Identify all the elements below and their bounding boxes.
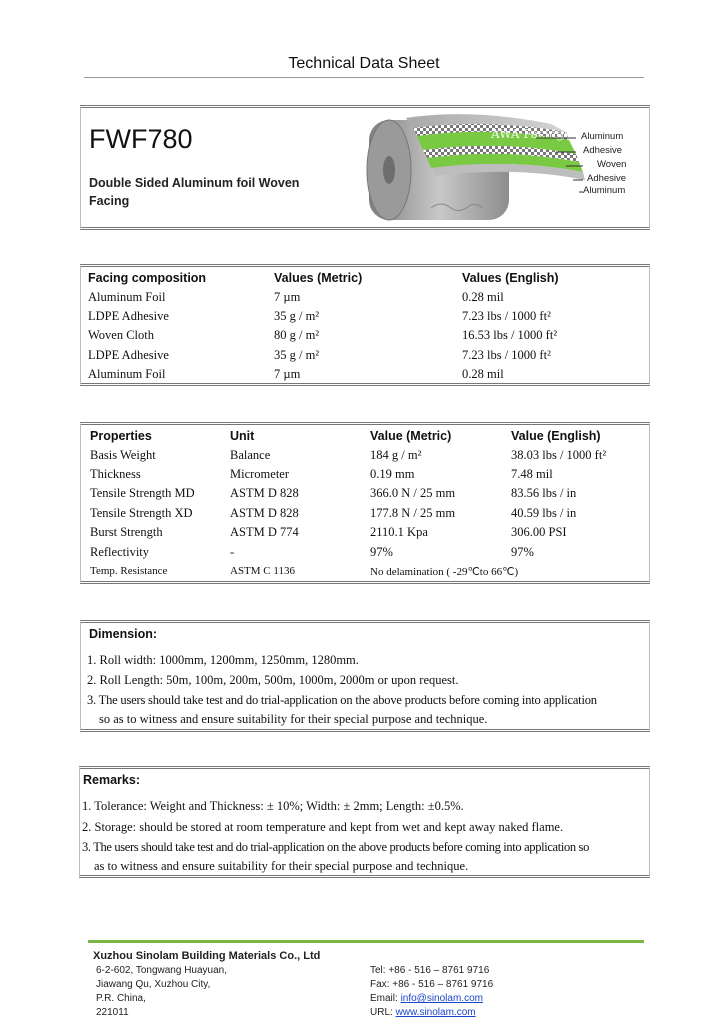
footer-tel: Tel: +86 - 516 – 8761 9716 xyxy=(370,965,490,976)
dimension-section xyxy=(80,620,650,732)
remarks-line-4: as to witness and ensure suitability for their special purpose and technique. xyxy=(94,859,469,873)
email-link[interactable]: info@sinolam.com xyxy=(400,993,483,1004)
footer-address-3: P.R. China, xyxy=(96,993,146,1004)
table-row: Thickness Micrometer 0.19 mm 7.48 mil xyxy=(90,466,553,481)
table-row: LDPE Adhesive 35 g / m² 7.23 lbs / 1000 ft² xyxy=(88,347,551,362)
footer-email xyxy=(370,993,483,1004)
remarks-line-3: 3. The users should take test and do trial-application on the above products before coming into application so xyxy=(82,840,589,854)
layer-label-2: Woven xyxy=(597,159,627,170)
product-code: FWF780 xyxy=(89,124,193,154)
product-layer-diagram xyxy=(351,110,648,226)
table-row: Temp. Resistance ASTM C 1136 No delamination ( -29℃to 66℃) xyxy=(90,565,519,578)
composition-table xyxy=(82,268,648,384)
footer-address-4: 221011 xyxy=(96,1007,129,1018)
composition-header-row xyxy=(82,268,648,287)
remarks-line-1: 1. Tolerance: Weight and Thickness: ± 10%; Width: ± 2mm; Length: ±0.5%. xyxy=(82,799,464,813)
properties-col-english: Value (English) xyxy=(511,428,601,443)
dimension-title: Dimension: xyxy=(89,627,158,641)
document-title: Technical Data Sheet xyxy=(288,55,440,72)
table-row: LDPE Adhesive 35 g / m² 7.23 lbs / 1000 ft² xyxy=(88,308,551,323)
footer-fax: Fax: +86 - 516 – 8761 9716 xyxy=(370,979,494,990)
dimension-line-1: 1. Roll width: 1000mm, 1200mm, 1250mm, 1280mm. xyxy=(87,653,359,667)
footer-url-label: URL: xyxy=(370,1007,396,1018)
table-row: Aluminum Foil 7 µm 0.28 mil xyxy=(88,367,504,382)
properties-col-property: Properties xyxy=(90,428,152,443)
layer-label-4: Aluminum xyxy=(583,185,626,196)
properties-col-unit: Unit xyxy=(230,428,255,443)
website-link[interactable]: www.sinolam.com xyxy=(395,1007,476,1018)
layer-label-1: Adhesive xyxy=(583,145,623,156)
layer-label-3: Adhesive xyxy=(587,173,627,184)
footer-address-1: 6-2-602, Tongwang Huayuan, xyxy=(96,965,228,976)
brand-logo-text: AWA Facings xyxy=(491,127,571,141)
properties-table xyxy=(84,426,648,581)
properties-header-row xyxy=(84,426,648,445)
table-row: Aluminum Foil 7 µm 0.28 mil xyxy=(88,289,504,304)
product-description: Double Sided Aluminum foil Woven Facing xyxy=(89,176,300,208)
table-row: Tensile Strength MD ASTM D 828 366.0 N / 25 mm 83.56 lbs / in xyxy=(90,486,577,501)
table-row: Burst Strength ASTM D 774 2110.1 Kpa 306.00 PSI xyxy=(90,525,567,540)
composition-col-component: Facing composition xyxy=(88,270,207,285)
properties-col-metric: Value (Metric) xyxy=(370,428,452,443)
table-row: Basis Weight Balance 184 g / m² 38.03 lbs / 1000 ft² xyxy=(90,447,607,462)
remarks-title: Remarks: xyxy=(83,773,140,787)
composition-col-metric: Values (Metric) xyxy=(274,270,363,285)
product-header-box xyxy=(80,105,650,230)
remarks-section xyxy=(79,766,650,878)
header-divider xyxy=(84,77,644,78)
remarks-line-2: 2. Storage: should be stored at room temperature and kept from wet and kept away naked flame. xyxy=(82,820,564,834)
composition-col-english: Values (English) xyxy=(462,270,559,285)
table-row: Reflectivity - 97% 97% xyxy=(90,544,534,559)
dimension-line-2: 2. Roll Length: 50m, 100m, 200m, 500m, 1000m, 2000m or upon request. xyxy=(87,673,459,687)
footer-company: Xuzhou Sinolam Building Materials Co., Ltd xyxy=(93,950,321,962)
footer-address-2: Jiawang Qu, Xuzhou City, xyxy=(96,979,211,990)
footer-email-label: Email: xyxy=(370,993,401,1004)
layer-label-0: Aluminum xyxy=(581,131,624,142)
footer-url xyxy=(370,1007,476,1018)
table-row: Tensile Strength XD ASTM D 828 177.8 N / 25 mm 40.59 lbs / in xyxy=(90,505,577,520)
dimension-line-3: 3. The users should take test and do trial-application on the above products before coming into application xyxy=(87,693,597,707)
table-row: Woven Cloth 80 g / m² 16.53 lbs / 1000 ft² xyxy=(88,328,558,343)
footer-divider xyxy=(88,940,644,943)
dimension-line-4: so as to witness and ensure suitability for their special purpose and technique. xyxy=(99,712,488,726)
